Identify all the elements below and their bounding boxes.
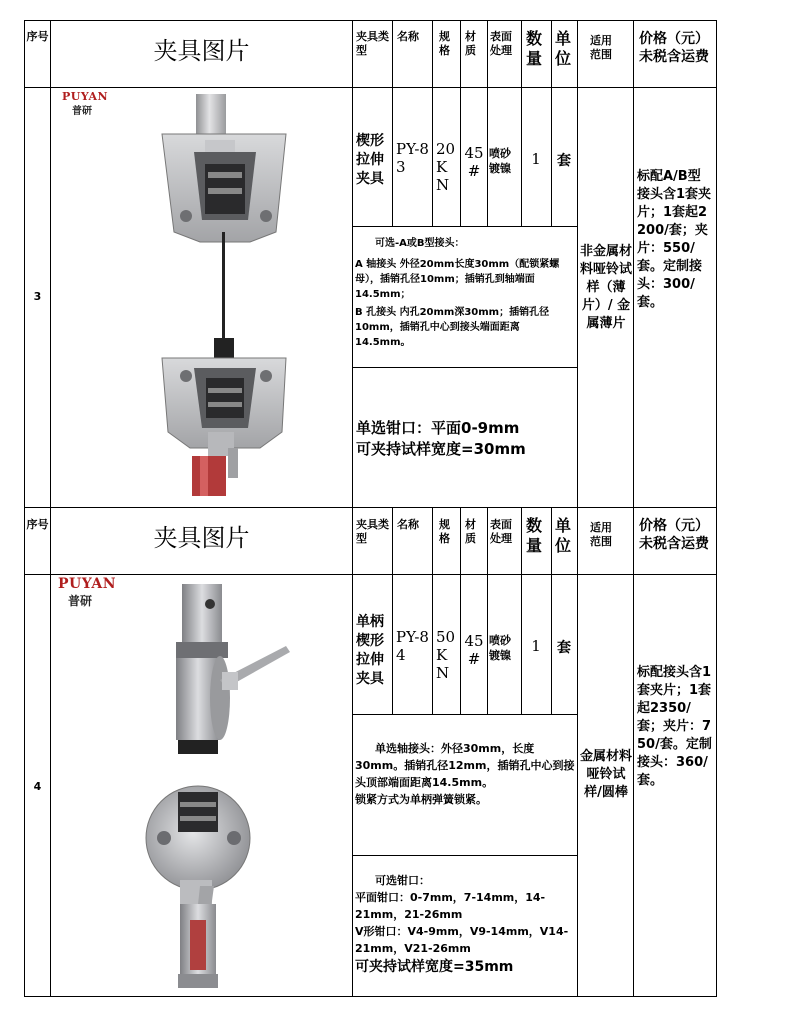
row-qty: 1 <box>531 637 541 655</box>
row-type: 楔形拉伸夹具 <box>356 133 384 187</box>
header-picture: 夹具图片 <box>153 37 250 65</box>
column-divider <box>551 20 552 226</box>
header-unit: 单位 <box>555 516 572 555</box>
row-divider <box>24 507 717 508</box>
header-name: 名称 <box>397 518 419 531</box>
row-options-note <box>355 740 575 808</box>
header-material: 材质 <box>465 30 476 57</box>
note-line: 锁紧方式为单柄弹簧锁紧。 <box>355 793 487 806</box>
row-spec: 50KN <box>436 628 456 682</box>
header-scope: 适用范围 <box>590 34 612 61</box>
row-divider <box>24 574 717 575</box>
column-divider <box>487 20 488 226</box>
row-options-note <box>355 236 575 350</box>
row-price: 标配A/B型接头含1套夹片；1套起2200/套；夹片：550/套。定制接头：300/套。 <box>637 169 712 310</box>
column-divider <box>521 507 522 714</box>
row-divider <box>352 714 578 715</box>
column-divider <box>551 507 552 714</box>
header-price: 价格（元）未税含运费 <box>639 31 709 65</box>
puyan-logo: PUYAN <box>58 576 116 592</box>
wedge-grip-image <box>150 92 300 496</box>
header-type: 夹具类型 <box>356 518 389 545</box>
row-name: PY-83 <box>396 140 429 176</box>
row-scope: 金属材料哑铃试样/圆棒 <box>580 749 632 800</box>
puyan-logo-sub: 普研 <box>68 594 93 608</box>
column-divider <box>432 507 433 714</box>
note-line: A 轴接头 外径20mm长度30mm（配锁紧螺母），插销孔径10mm；插销孔到轴端面14.5mm； <box>355 259 560 300</box>
header-picture: 夹具图片 <box>153 524 250 552</box>
table-border-top <box>24 20 717 21</box>
column-divider <box>432 20 433 226</box>
column-divider <box>633 20 634 996</box>
row-divider <box>352 367 578 368</box>
row-material: 45# <box>464 144 484 180</box>
column-divider <box>521 20 522 226</box>
row-name: PY-84 <box>396 628 429 664</box>
jaw-line: 可夹持试样宽度=30mm <box>356 440 526 458</box>
row-unit: 套 <box>557 153 571 169</box>
jaw-line: 平面钳口：0-7mm，7-14mm，14-21mm，21-26mm <box>355 891 546 921</box>
header-seq: 序号 <box>26 30 49 43</box>
row-divider <box>24 87 717 88</box>
row-surface: 喷砂镀镍 <box>489 147 511 175</box>
row-unit: 套 <box>557 640 571 656</box>
table-border-right <box>716 20 717 996</box>
row-divider <box>352 855 578 856</box>
header-seq: 序号 <box>26 518 49 531</box>
row-seq: 4 <box>33 780 42 793</box>
row-jaw-note <box>355 872 575 977</box>
table-border-left <box>24 20 25 996</box>
note-line: 单选轴接头：外径30mm，长度30mm。插销孔径12mm，插销孔中心到接头顶部端面距离14.5mm。 <box>355 742 575 789</box>
puyan-logo: PUYAN <box>62 90 109 103</box>
row-scope: 非金属材料哑铃试样（薄片）/ 金属薄片 <box>580 244 632 331</box>
note-line: B 孔接头 内孔20mm深30mm；插销孔径10mm，插销孔中心到接头端面距离14.5mm。 <box>355 307 550 348</box>
column-divider <box>460 20 461 226</box>
header-material: 材质 <box>465 518 476 545</box>
header-spec: 规格 <box>439 30 450 57</box>
row-type: 单柄楔形拉伸夹具 <box>356 614 384 687</box>
row-divider <box>352 226 578 227</box>
header-price: 价格（元）未税含运费 <box>639 518 709 552</box>
row-seq: 3 <box>33 290 42 303</box>
column-divider <box>460 507 461 714</box>
column-divider <box>392 507 393 714</box>
column-divider <box>392 20 393 226</box>
column-divider <box>352 20 353 996</box>
single-handle-grip-image <box>140 580 336 990</box>
table-border-bottom <box>24 996 717 997</box>
column-divider <box>487 507 488 714</box>
note-line: 可选-A或B型接头： <box>375 238 465 249</box>
header-qty: 数量 <box>526 516 543 555</box>
puyan-logo-sub: 普研 <box>72 106 92 117</box>
row-material: 45# <box>464 632 484 668</box>
header-surface: 表面处理 <box>490 518 512 545</box>
row-qty: 1 <box>531 150 541 168</box>
jaw-line: 单选钳口：平面0-9mm <box>356 419 520 437</box>
header-scope: 适用范围 <box>590 521 612 548</box>
header-spec: 规格 <box>439 518 450 545</box>
row-spec: 20KN <box>436 140 456 194</box>
jaw-line: 可夹持试样宽度=35mm <box>355 959 514 975</box>
header-name: 名称 <box>397 30 419 43</box>
header-type: 夹具类型 <box>356 30 389 57</box>
row-surface: 喷砂镀镍 <box>489 634 511 662</box>
column-divider <box>50 20 51 996</box>
row-jaw-note <box>356 418 576 460</box>
header-unit: 单位 <box>555 29 572 68</box>
header-qty: 数量 <box>526 29 543 68</box>
column-divider <box>577 20 578 996</box>
jaw-line: V形钳口：V4-9mm，V9-14mm，V14-21mm，V21-26mm <box>355 925 569 955</box>
header-surface: 表面处理 <box>490 30 512 57</box>
row-price: 标配接头含1套夹片；1套起2350/套；夹片：750/套。定制接头：360/套。 <box>637 665 712 788</box>
jaw-line: 可选钳口： <box>375 874 430 887</box>
